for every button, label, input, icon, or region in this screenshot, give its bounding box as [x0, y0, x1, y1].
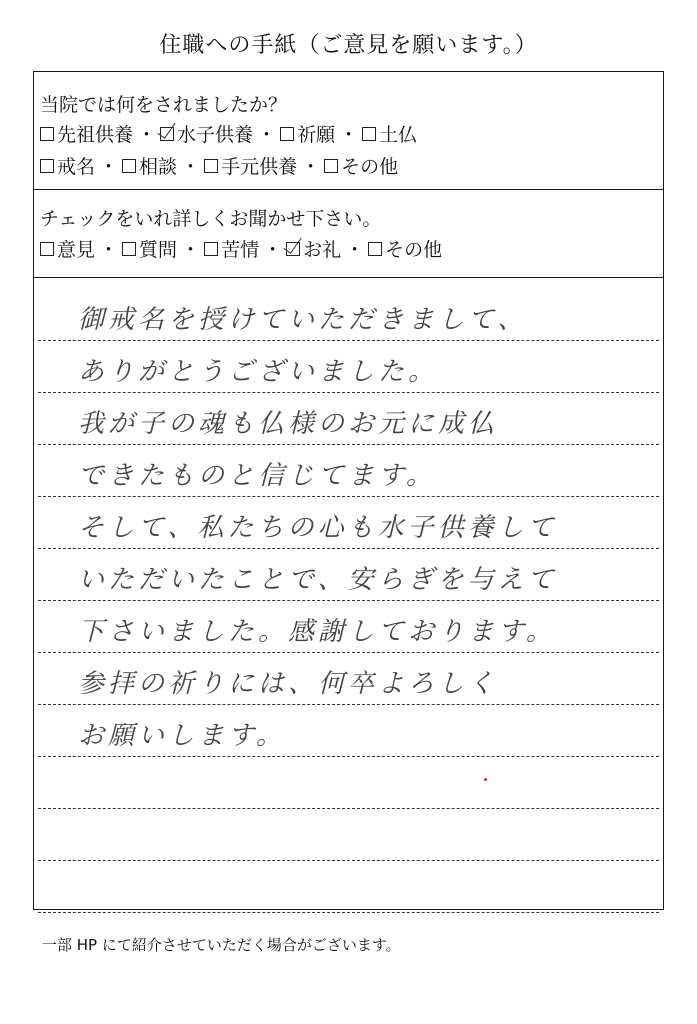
- option-separator: ・: [99, 156, 119, 178]
- checked-checkbox[interactable]: [160, 127, 174, 141]
- feedback-question: チェックをいれ詳しくお聞かせ下さい。: [40, 208, 382, 230]
- option-label: 水子供養: [177, 124, 254, 146]
- option-separator: ・: [301, 156, 321, 178]
- ink-dot: [484, 778, 487, 781]
- option-s1r2-1[interactable]: [122, 152, 177, 179]
- checkbox[interactable]: [204, 242, 218, 256]
- letter-form: [33, 71, 664, 910]
- option-s2r1-3[interactable]: [286, 235, 341, 262]
- option-label: その他: [341, 156, 399, 178]
- option-s1r1-1[interactable]: [160, 120, 253, 147]
- checked-checkbox[interactable]: [286, 242, 300, 256]
- handwritten-text: 我が子の魂も仏様のお元に成仏: [78, 409, 499, 439]
- message-line: [38, 760, 659, 809]
- footer-note: 一部 HP にて紹介させていただく場合がございます。: [42, 936, 401, 954]
- option-label: その他: [385, 239, 443, 261]
- option-separator: ・: [181, 239, 201, 261]
- message-line: [38, 396, 659, 445]
- handwritten-text: 参拝の祈りには、何卒よろしく: [78, 669, 499, 699]
- option-separator: ・: [263, 239, 283, 261]
- option-label: 苦情: [221, 239, 260, 261]
- option-label: 祈願: [297, 124, 336, 146]
- message-line: [38, 708, 659, 757]
- option-s2r1-2[interactable]: [204, 235, 259, 262]
- option-label: 先祖供養: [57, 124, 134, 146]
- checkbox[interactable]: [280, 127, 294, 141]
- checkbox[interactable]: [122, 242, 136, 256]
- message-line: [38, 864, 659, 913]
- message-line: [38, 448, 659, 497]
- handwritten-text: ありがとうございました。: [78, 357, 439, 387]
- service-options-row-2: [40, 152, 398, 179]
- option-label: 戒名: [57, 156, 96, 178]
- handwritten-text: そして、私たちの心も水子供養して: [78, 513, 558, 543]
- checkbox[interactable]: [40, 127, 54, 141]
- message-line: [38, 812, 659, 861]
- letter-title: 住職への手紙（ご意見を願います。）: [159, 33, 538, 58]
- handwritten-text: できたものと信じてます。: [78, 461, 436, 491]
- option-separator: ・: [181, 156, 201, 178]
- message-line: [38, 552, 659, 601]
- service-options-row-1: [40, 120, 417, 147]
- option-s1r2-0[interactable]: [40, 152, 95, 179]
- option-s1r2-3[interactable]: [324, 152, 398, 179]
- option-label: 相談: [139, 156, 178, 178]
- option-s2r1-1[interactable]: [122, 235, 177, 262]
- message-area[interactable]: [34, 278, 663, 911]
- message-line: [38, 604, 659, 653]
- checkbox[interactable]: [40, 159, 54, 173]
- option-label: お礼: [303, 239, 342, 261]
- option-s2r1-0[interactable]: [40, 235, 95, 262]
- handwritten-text: 下さいました。感謝しております。: [78, 617, 556, 647]
- option-s2r1-4[interactable]: [368, 235, 442, 262]
- option-s1r1-3[interactable]: [362, 120, 417, 147]
- option-s1r2-2[interactable]: [204, 152, 297, 179]
- message-line: [38, 344, 659, 393]
- option-separator: ・: [345, 239, 365, 261]
- option-label: 土仏: [379, 124, 418, 146]
- checkbox[interactable]: [368, 242, 382, 256]
- checkbox[interactable]: [40, 242, 54, 256]
- option-s1r1-2[interactable]: [280, 120, 335, 147]
- message-line: [38, 292, 659, 341]
- handwritten-text: いただいたことで、安らぎを与えて: [78, 565, 558, 595]
- checkbox[interactable]: [324, 159, 338, 173]
- checkbox[interactable]: [204, 159, 218, 173]
- checkbox[interactable]: [362, 127, 376, 141]
- feedback-options-row: [40, 235, 442, 262]
- option-separator: ・: [99, 239, 119, 261]
- option-separator: ・: [137, 124, 157, 146]
- option-separator: ・: [257, 124, 277, 146]
- option-label: 手元供養: [221, 156, 298, 178]
- option-label: 意見: [57, 239, 96, 261]
- message-line: [38, 500, 659, 549]
- message-line: [38, 656, 659, 705]
- option-separator: ・: [339, 124, 359, 146]
- handwritten-text: お願いします。: [78, 721, 286, 751]
- handwritten-text: 御戒名を授けていただきまして、: [78, 305, 528, 335]
- service-section: [34, 72, 663, 190]
- option-s1r1-0[interactable]: [40, 120, 133, 147]
- option-label: 質問: [139, 239, 178, 261]
- service-question: 当院では何をされましたか？: [40, 94, 288, 116]
- feedback-section: [34, 190, 663, 278]
- checkbox[interactable]: [122, 159, 136, 173]
